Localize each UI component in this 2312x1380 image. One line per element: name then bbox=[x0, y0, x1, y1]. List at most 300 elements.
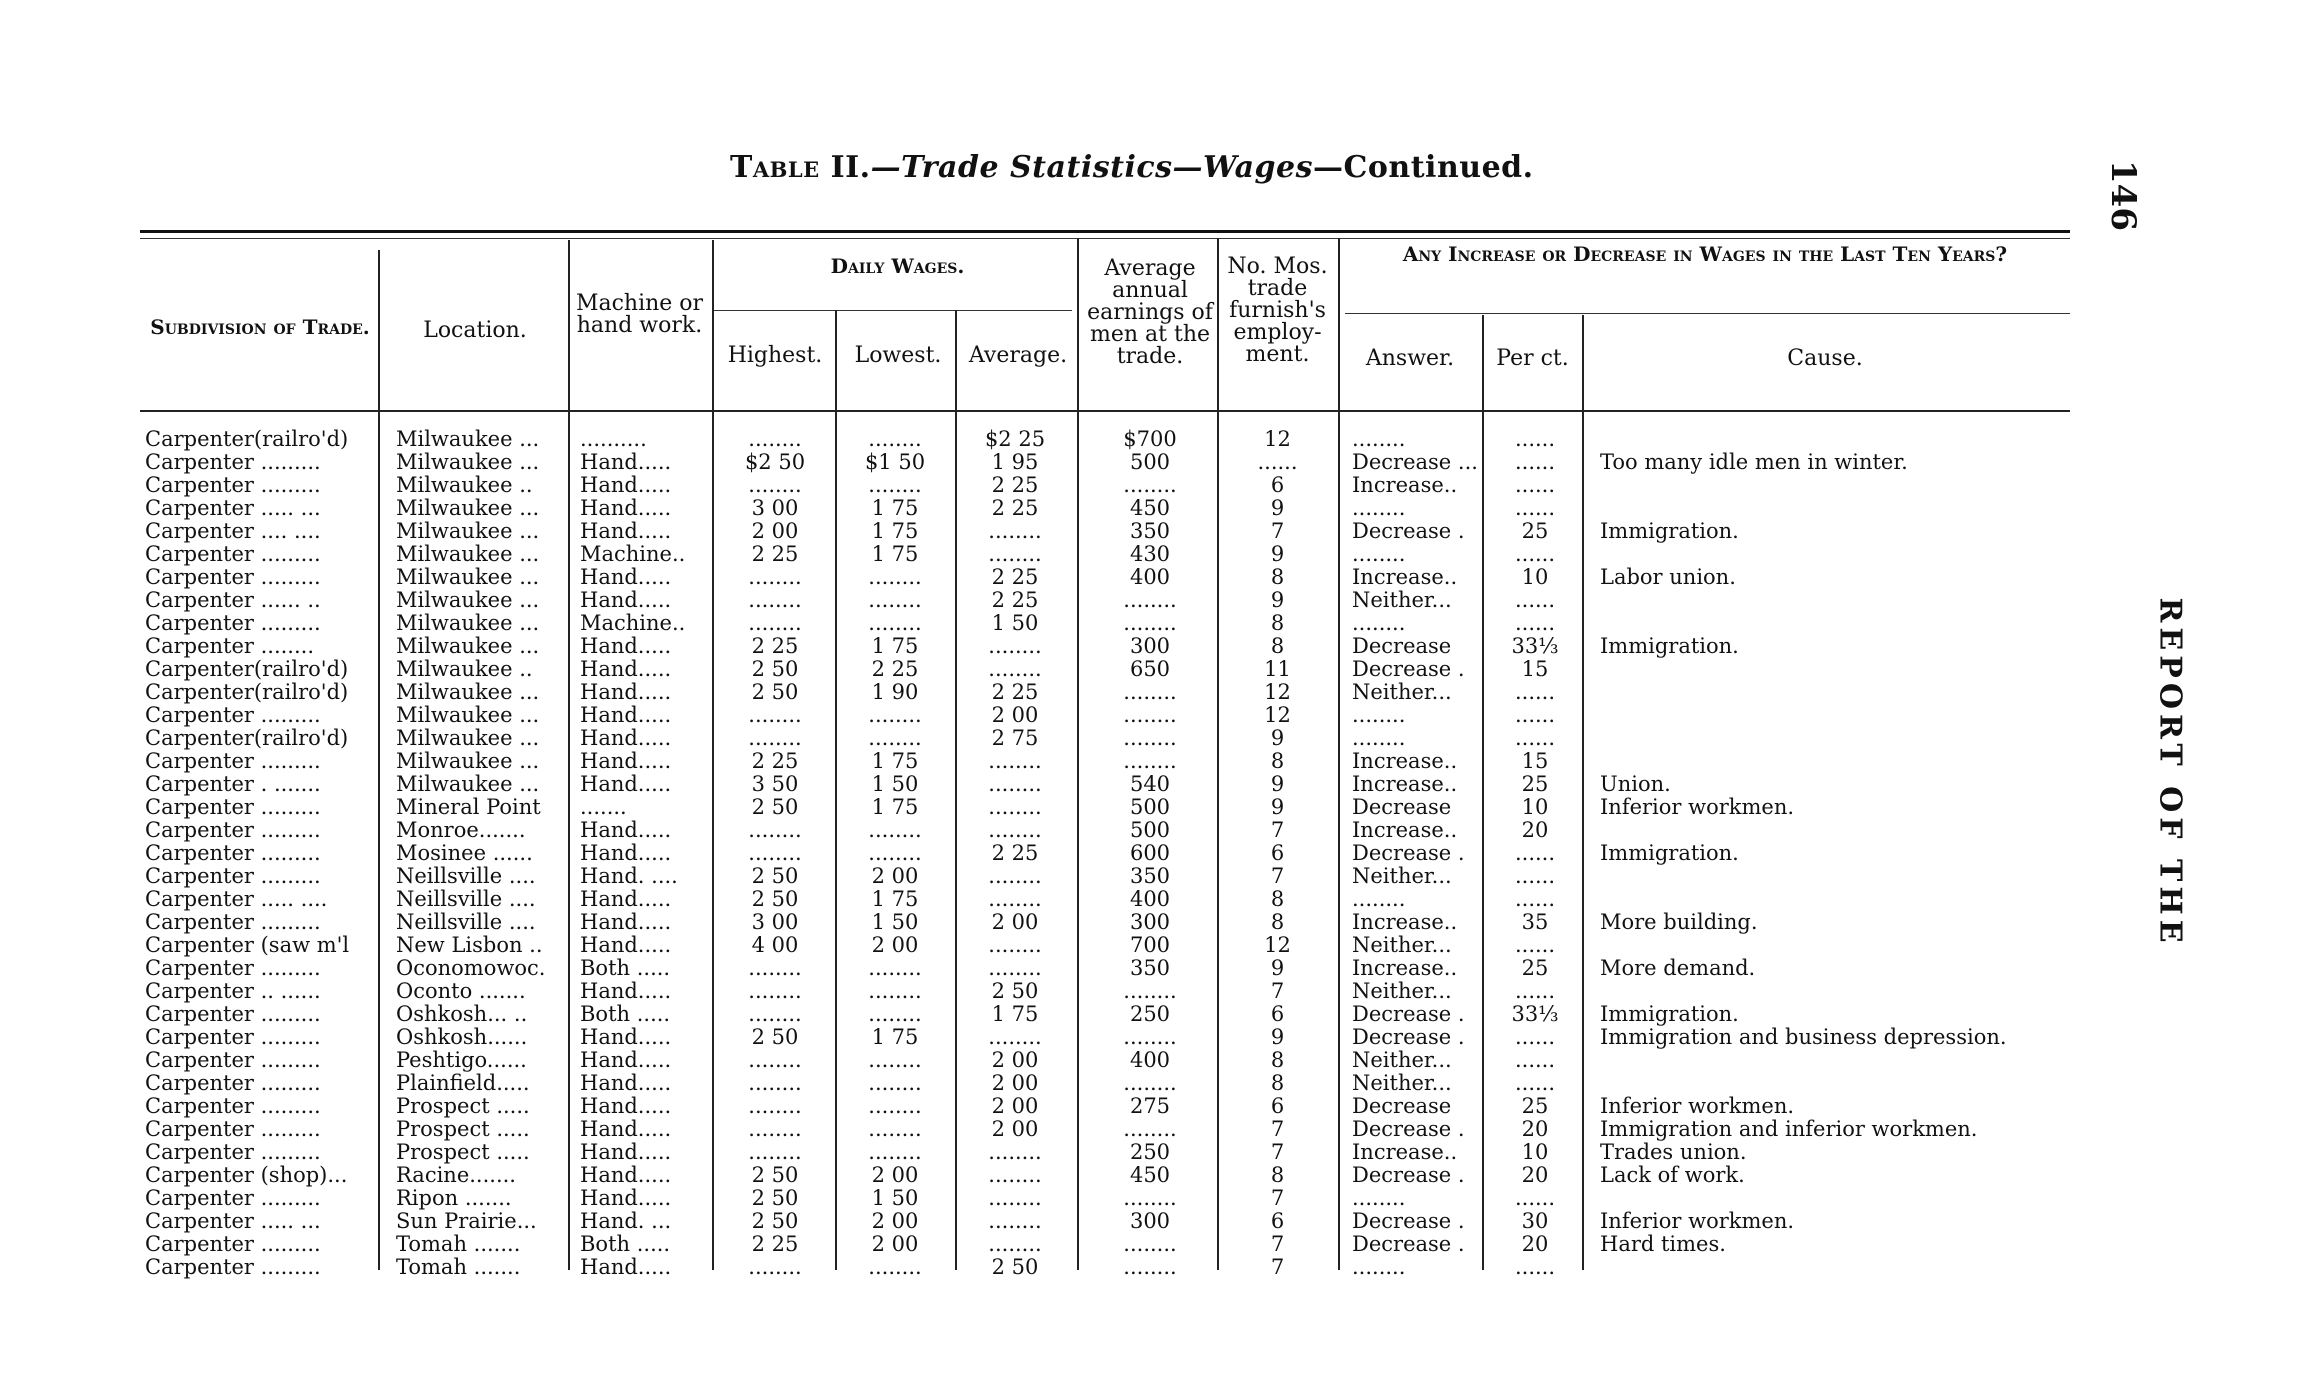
table-row bbox=[0, 520, 2312, 543]
cell-machine: Hand..... bbox=[580, 819, 672, 842]
cell-highest: 2 50 bbox=[751, 1164, 799, 1187]
cell-annual: 400 bbox=[1129, 1049, 1171, 1072]
cell-cause: Inferior workmen. bbox=[1600, 796, 1795, 819]
cell-answer: Decrease . bbox=[1352, 520, 1465, 543]
cell-cause bbox=[1600, 1256, 2070, 1279]
cell-average: ........ bbox=[988, 635, 1042, 658]
cell-percent: ...... bbox=[1514, 704, 1556, 727]
cell-highest: 2 50 bbox=[751, 1187, 799, 1210]
cell-cause: Inferior workmen. bbox=[1600, 1210, 1795, 1233]
cell-average: ........ bbox=[988, 1164, 1042, 1187]
cell-average: ........ bbox=[988, 865, 1042, 888]
cell-location: Milwaukee ... bbox=[396, 750, 540, 773]
cell-cause bbox=[1600, 543, 2070, 566]
cell-machine: Hand..... bbox=[580, 1141, 672, 1164]
cell-average: ........ bbox=[988, 543, 1042, 566]
cell-months: ...... bbox=[1257, 451, 1298, 474]
cell-lowest: ........ bbox=[868, 704, 922, 727]
cell-answer: Decrease ... bbox=[1352, 451, 1478, 474]
cell-machine: Hand..... bbox=[580, 1187, 672, 1210]
cell-months: 7 bbox=[1270, 1187, 1285, 1210]
cell-answer: Decrease . bbox=[1352, 1210, 1465, 1233]
cell-trade: Carpenter ......... bbox=[145, 543, 321, 566]
header-answer: Answer. bbox=[1365, 346, 1455, 371]
cell-trade: Carpenter(railro'd) bbox=[145, 428, 349, 451]
cell-annual: ........ bbox=[1123, 589, 1177, 612]
cell-machine: Hand. .... bbox=[580, 865, 678, 888]
cell-annual: 500 bbox=[1129, 796, 1171, 819]
cell-percent: ...... bbox=[1514, 474, 1556, 497]
cell-lowest: 1 75 bbox=[871, 1026, 919, 1049]
cell-lowest: 1 75 bbox=[871, 796, 919, 819]
cell-percent: 33⅓ bbox=[1511, 1003, 1559, 1026]
cell-months: 7 bbox=[1270, 1118, 1285, 1141]
cell-months: 6 bbox=[1270, 1003, 1285, 1026]
cell-answer: ........ bbox=[1352, 888, 1406, 911]
cell-answer: Increase.. bbox=[1352, 773, 1458, 796]
cell-annual: ........ bbox=[1123, 1233, 1177, 1256]
header-percent: Per ct. bbox=[1496, 346, 1569, 371]
cell-trade: Carpenter ......... bbox=[145, 1072, 321, 1095]
cell-months: 8 bbox=[1270, 750, 1285, 773]
header-annual-earnings: Average annual earnings of men at the trade. bbox=[1087, 256, 1213, 369]
header-lowest: Lowest. bbox=[854, 343, 942, 368]
cell-annual: 500 bbox=[1129, 819, 1171, 842]
header-daily-wages: Daily Wages. bbox=[830, 254, 965, 278]
cell-percent: ...... bbox=[1514, 451, 1556, 474]
cell-lowest: 1 75 bbox=[871, 750, 919, 773]
cell-lowest: 1 75 bbox=[871, 635, 919, 658]
cell-cause bbox=[1600, 1049, 2070, 1072]
cell-months: 8 bbox=[1270, 612, 1285, 635]
cell-location: Milwaukee ... bbox=[396, 773, 540, 796]
cell-percent: 20 bbox=[1521, 1118, 1549, 1141]
cell-highest: ........ bbox=[748, 566, 802, 589]
cell-percent: 25 bbox=[1521, 957, 1549, 980]
table-row bbox=[0, 1095, 2312, 1118]
cell-machine: Hand..... bbox=[580, 704, 672, 727]
cell-months: 6 bbox=[1270, 842, 1285, 865]
cell-location: Mineral Point bbox=[396, 796, 541, 819]
cell-trade: Carpenter ......... bbox=[145, 612, 321, 635]
cell-cause: Immigration. bbox=[1600, 842, 1739, 865]
cell-average: 2 25 bbox=[991, 589, 1039, 612]
cell-machine: Both ..... bbox=[580, 1233, 671, 1256]
cell-machine: Hand..... bbox=[580, 658, 672, 681]
cell-machine: .......... bbox=[580, 428, 647, 451]
cell-months: 8 bbox=[1270, 1049, 1285, 1072]
daily-wages-underline bbox=[712, 310, 1072, 311]
cell-percent: 15 bbox=[1521, 658, 1549, 681]
cell-months: 8 bbox=[1270, 1072, 1285, 1095]
title-numeral: II. bbox=[830, 150, 871, 185]
table-row bbox=[0, 1233, 2312, 1256]
cell-location: Milwaukee ... bbox=[396, 497, 540, 520]
cell-percent: 10 bbox=[1521, 1141, 1549, 1164]
cell-lowest: 1 50 bbox=[871, 911, 919, 934]
cell-machine: Hand..... bbox=[580, 980, 672, 1003]
table-row bbox=[0, 750, 2312, 773]
cell-trade: Carpenter(railro'd) bbox=[145, 681, 349, 704]
title-suffix: —Continued. bbox=[1313, 150, 1534, 185]
cell-annual: 250 bbox=[1129, 1003, 1171, 1026]
cell-cause bbox=[1600, 1072, 2070, 1095]
cell-percent: ...... bbox=[1514, 865, 1556, 888]
cell-percent: ...... bbox=[1514, 1187, 1556, 1210]
cell-highest: ........ bbox=[748, 1072, 802, 1095]
cell-months: 6 bbox=[1270, 474, 1285, 497]
cell-highest: 2 50 bbox=[751, 681, 799, 704]
cell-location: Oconomowoc. bbox=[396, 957, 546, 980]
cell-trade: Carpenter ......... bbox=[145, 1141, 321, 1164]
cell-months: 7 bbox=[1270, 819, 1285, 842]
cell-months: 7 bbox=[1270, 520, 1285, 543]
cell-trade: Carpenter (saw m'l bbox=[145, 934, 350, 957]
cell-answer: Neither... bbox=[1352, 681, 1452, 704]
cell-location: Prospect ..... bbox=[396, 1118, 530, 1141]
cell-answer: ........ bbox=[1352, 428, 1406, 451]
table-row bbox=[0, 1049, 2312, 1072]
cell-cause: Immigration. bbox=[1600, 635, 1739, 658]
cell-percent: ...... bbox=[1514, 1049, 1556, 1072]
cell-highest: 2 25 bbox=[751, 750, 799, 773]
cell-machine: Hand..... bbox=[580, 1118, 672, 1141]
cell-answer: Increase.. bbox=[1352, 566, 1458, 589]
cell-cause bbox=[1600, 1187, 2070, 1210]
cell-answer: Neither... bbox=[1352, 1049, 1452, 1072]
cell-location: Neillsville .... bbox=[396, 888, 536, 911]
cell-answer: Increase.. bbox=[1352, 1141, 1458, 1164]
cell-trade: Carpenter . ....... bbox=[145, 773, 321, 796]
cell-highest: ........ bbox=[748, 842, 802, 865]
cell-lowest: 1 90 bbox=[871, 681, 919, 704]
cell-lowest: 2 00 bbox=[871, 865, 919, 888]
cell-highest: ........ bbox=[748, 1049, 802, 1072]
cell-average: ........ bbox=[988, 796, 1042, 819]
cell-annual: ........ bbox=[1123, 681, 1177, 704]
cell-trade: Carpenter(railro'd) bbox=[145, 658, 349, 681]
cell-answer: Increase.. bbox=[1352, 819, 1458, 842]
cell-average: ........ bbox=[988, 520, 1042, 543]
cell-cause: Lack of work. bbox=[1600, 1164, 1745, 1187]
cell-annual: ........ bbox=[1123, 727, 1177, 750]
cell-lowest: 1 50 bbox=[871, 1187, 919, 1210]
cell-cause bbox=[1600, 819, 2070, 842]
cell-machine: Hand..... bbox=[580, 1256, 672, 1279]
table-row bbox=[0, 658, 2312, 681]
cell-trade: Carpenter ......... bbox=[145, 957, 321, 980]
cell-average: 1 75 bbox=[991, 1003, 1039, 1026]
cell-annual: ........ bbox=[1123, 1118, 1177, 1141]
cell-average: 1 50 bbox=[991, 612, 1039, 635]
cell-machine: Hand..... bbox=[580, 1026, 672, 1049]
cell-percent: ...... bbox=[1514, 727, 1556, 750]
cell-cause: More building. bbox=[1600, 911, 1758, 934]
cell-cause bbox=[1600, 704, 2070, 727]
running-side-title: REPORT OF THE bbox=[2152, 597, 2188, 948]
cell-answer: Neither... bbox=[1352, 865, 1452, 888]
cell-highest: 2 50 bbox=[751, 1210, 799, 1233]
cell-percent: ...... bbox=[1514, 612, 1556, 635]
cell-average: ........ bbox=[988, 819, 1042, 842]
cell-location: Milwaukee ... bbox=[396, 635, 540, 658]
cell-annual: 350 bbox=[1129, 865, 1171, 888]
table-row bbox=[0, 934, 2312, 957]
cell-lowest: 1 75 bbox=[871, 520, 919, 543]
cell-location: Neillsville .... bbox=[396, 865, 536, 888]
cell-months: 9 bbox=[1270, 543, 1285, 566]
cell-average: ........ bbox=[988, 750, 1042, 773]
cell-average: 2 25 bbox=[991, 681, 1039, 704]
cell-answer: ........ bbox=[1352, 1187, 1406, 1210]
cell-average: ........ bbox=[988, 773, 1042, 796]
cell-percent: 35 bbox=[1521, 911, 1549, 934]
table-row bbox=[0, 1072, 2312, 1095]
cell-machine: Both ..... bbox=[580, 1003, 671, 1026]
cell-months: 12 bbox=[1264, 428, 1291, 451]
cell-location: Milwaukee ... bbox=[396, 428, 540, 451]
cell-average: ........ bbox=[988, 888, 1042, 911]
cell-highest: ........ bbox=[748, 980, 802, 1003]
table-row bbox=[0, 589, 2312, 612]
cell-trade: Carpenter .... .... bbox=[145, 520, 321, 543]
cell-location: Tomah ....... bbox=[396, 1233, 521, 1256]
table-row bbox=[0, 681, 2312, 704]
cell-months: 12 bbox=[1264, 681, 1291, 704]
table-row bbox=[0, 635, 2312, 658]
cell-annual: 300 bbox=[1129, 911, 1171, 934]
cell-percent: ...... bbox=[1514, 589, 1556, 612]
cell-average: ........ bbox=[988, 658, 1042, 681]
cell-highest: ........ bbox=[748, 704, 802, 727]
cell-cause bbox=[1600, 980, 2070, 1003]
cell-percent: ...... bbox=[1514, 1072, 1556, 1095]
cell-trade: Carpenter ......... bbox=[145, 1003, 321, 1026]
cell-trade: Carpenter (shop)... bbox=[145, 1164, 348, 1187]
cell-months: 9 bbox=[1270, 773, 1285, 796]
cell-average: 2 00 bbox=[991, 1072, 1039, 1095]
header-months: No. Mos. trade furnish's employ-ment. bbox=[1227, 254, 1328, 367]
cell-highest: ........ bbox=[748, 1141, 802, 1164]
cell-cause bbox=[1600, 474, 2070, 497]
cell-location: Milwaukee .. bbox=[396, 658, 533, 681]
cell-machine: Both ..... bbox=[580, 957, 671, 980]
table-row bbox=[0, 727, 2312, 750]
cell-percent: 15 bbox=[1521, 750, 1549, 773]
cell-trade: Carpenter ......... bbox=[145, 451, 321, 474]
cell-trade: Carpenter ......... bbox=[145, 865, 321, 888]
cell-annual: ........ bbox=[1123, 1187, 1177, 1210]
cell-answer: Neither... bbox=[1352, 980, 1452, 1003]
table-row bbox=[0, 1141, 2312, 1164]
cell-cause: Labor union. bbox=[1600, 566, 1736, 589]
cell-machine: Hand..... bbox=[580, 750, 672, 773]
cell-highest: 3 50 bbox=[751, 773, 799, 796]
cell-percent: ...... bbox=[1514, 1026, 1556, 1049]
cell-trade: Carpenter ......... bbox=[145, 1026, 321, 1049]
cell-months: 9 bbox=[1270, 497, 1285, 520]
title-prefix: Table bbox=[730, 150, 820, 185]
cell-highest: 3 00 bbox=[751, 911, 799, 934]
cell-machine: Hand..... bbox=[580, 566, 672, 589]
cell-location: Ripon ....... bbox=[396, 1187, 512, 1210]
cell-lowest: ........ bbox=[868, 1256, 922, 1279]
cell-percent: ...... bbox=[1514, 428, 1556, 451]
cell-machine: Hand..... bbox=[580, 451, 672, 474]
header-machine: Machine or hand work. bbox=[575, 291, 704, 338]
cell-cause: Inferior workmen. bbox=[1600, 1095, 1795, 1118]
cell-average: 2 25 bbox=[991, 566, 1039, 589]
header-cause: Cause. bbox=[1787, 346, 1863, 371]
cell-answer: Decrease . bbox=[1352, 1003, 1465, 1026]
header-highest: Highest. bbox=[727, 343, 823, 368]
table-row bbox=[0, 1164, 2312, 1187]
cell-machine: Hand..... bbox=[580, 911, 672, 934]
cell-percent: 25 bbox=[1521, 773, 1549, 796]
cell-location: Milwaukee ... bbox=[396, 451, 540, 474]
cell-lowest: ........ bbox=[868, 1049, 922, 1072]
cell-highest: ........ bbox=[748, 1003, 802, 1026]
cell-highest: ........ bbox=[748, 727, 802, 750]
cell-months: 8 bbox=[1270, 888, 1285, 911]
cell-lowest: ........ bbox=[868, 727, 922, 750]
table-row bbox=[0, 497, 2312, 520]
cell-location: Milwaukee ... bbox=[396, 727, 540, 750]
cell-cause bbox=[1600, 658, 2070, 681]
cell-machine: Hand..... bbox=[580, 520, 672, 543]
cell-machine: Hand..... bbox=[580, 589, 672, 612]
cell-months: 6 bbox=[1270, 1210, 1285, 1233]
cell-percent: ...... bbox=[1514, 842, 1556, 865]
cell-cause bbox=[1600, 497, 2070, 520]
cell-answer: ........ bbox=[1352, 1256, 1406, 1279]
cell-location: Sun Prairie... bbox=[396, 1210, 537, 1233]
cell-location: Milwaukee .. bbox=[396, 474, 533, 497]
cell-trade: Carpenter ......... bbox=[145, 1118, 321, 1141]
table-row bbox=[0, 911, 2312, 934]
cell-trade: Carpenter ......... bbox=[145, 1049, 321, 1072]
cell-cause: Immigration. bbox=[1600, 520, 1739, 543]
cell-highest: 4 00 bbox=[751, 934, 799, 957]
cell-annual: 275 bbox=[1129, 1095, 1171, 1118]
cell-machine: Machine.. bbox=[580, 543, 686, 566]
cell-machine: Hand..... bbox=[580, 635, 672, 658]
cell-percent: 30 bbox=[1521, 1210, 1549, 1233]
cell-machine: Hand..... bbox=[580, 773, 672, 796]
cell-annual: 350 bbox=[1129, 520, 1171, 543]
cell-cause: Immigration and inferior workmen. bbox=[1600, 1118, 1978, 1141]
cell-location: Peshtigo...... bbox=[396, 1049, 527, 1072]
cell-average: ........ bbox=[988, 1210, 1042, 1233]
cell-answer: Decrease . bbox=[1352, 1164, 1465, 1187]
cell-percent: 10 bbox=[1521, 796, 1549, 819]
cell-trade: Carpenter ..... .... bbox=[145, 888, 328, 911]
cell-machine: Hand..... bbox=[580, 1095, 672, 1118]
table-row bbox=[0, 1187, 2312, 1210]
cell-trade: Carpenter ...... .. bbox=[145, 589, 321, 612]
cell-highest: 2 50 bbox=[751, 888, 799, 911]
cell-location: Milwaukee ... bbox=[396, 681, 540, 704]
table-row bbox=[0, 566, 2312, 589]
cell-machine: Hand..... bbox=[580, 727, 672, 750]
header-increase-decrease: Any Increase or Decrease in Wages in the Last Ten Years? bbox=[1402, 242, 2008, 266]
cell-cause: Immigration. bbox=[1600, 1003, 1739, 1026]
cell-answer: ........ bbox=[1352, 543, 1406, 566]
table-row bbox=[0, 1118, 2312, 1141]
cell-cause bbox=[1600, 865, 2070, 888]
cell-lowest: 1 75 bbox=[871, 497, 919, 520]
cell-highest: ........ bbox=[748, 1256, 802, 1279]
cell-cause bbox=[1600, 612, 2070, 635]
cell-average: 2 00 bbox=[991, 1049, 1039, 1072]
cell-machine: Hand..... bbox=[580, 681, 672, 704]
cell-months: 8 bbox=[1270, 911, 1285, 934]
cell-months: 7 bbox=[1270, 1256, 1285, 1279]
cell-trade: Carpenter ......... bbox=[145, 911, 321, 934]
cell-answer: Increase.. bbox=[1352, 911, 1458, 934]
cell-lowest: ........ bbox=[868, 1072, 922, 1095]
table-title bbox=[730, 150, 1534, 185]
cell-highest: ........ bbox=[748, 428, 802, 451]
cell-lowest: ........ bbox=[868, 1118, 922, 1141]
cell-trade: Carpenter ......... bbox=[145, 1095, 321, 1118]
cell-cause: Trades union. bbox=[1600, 1141, 1747, 1164]
cell-percent: 25 bbox=[1521, 520, 1549, 543]
cell-lowest: ........ bbox=[868, 428, 922, 451]
cell-average: 2 00 bbox=[991, 1118, 1039, 1141]
cell-average: 2 00 bbox=[991, 911, 1039, 934]
cell-location: Oshkosh... .. bbox=[396, 1003, 528, 1026]
cell-lowest: ........ bbox=[868, 957, 922, 980]
cell-average: ........ bbox=[988, 1026, 1042, 1049]
table-row bbox=[0, 704, 2312, 727]
cell-trade: Carpenter .. ...... bbox=[145, 980, 321, 1003]
cell-trade: Carpenter ......... bbox=[145, 704, 321, 727]
table-row bbox=[0, 474, 2312, 497]
cell-annual: 350 bbox=[1129, 957, 1171, 980]
cell-location: Monroe....... bbox=[396, 819, 526, 842]
cell-lowest: ........ bbox=[868, 842, 922, 865]
cell-months: 8 bbox=[1270, 1164, 1285, 1187]
cell-answer: Decrease . bbox=[1352, 658, 1465, 681]
cell-annual: ........ bbox=[1123, 1256, 1177, 1279]
cell-months: 11 bbox=[1264, 658, 1291, 681]
cell-trade: Carpenter ......... bbox=[145, 1233, 321, 1256]
table-row bbox=[0, 796, 2312, 819]
cell-location: Racine....... bbox=[396, 1164, 516, 1187]
cell-months: 9 bbox=[1270, 589, 1285, 612]
cell-percent: 33⅓ bbox=[1511, 635, 1559, 658]
cell-months: 9 bbox=[1270, 957, 1285, 980]
cell-average: 2 00 bbox=[991, 704, 1039, 727]
cell-months: 9 bbox=[1270, 796, 1285, 819]
cell-percent: 20 bbox=[1521, 1233, 1549, 1256]
cell-answer: Increase.. bbox=[1352, 750, 1458, 773]
cell-lowest: 2 00 bbox=[871, 1210, 919, 1233]
cell-cause bbox=[1600, 428, 2070, 451]
cell-location: Milwaukee ... bbox=[396, 520, 540, 543]
header-subdivision: Subdivision of Trade. bbox=[150, 315, 370, 339]
table-row bbox=[0, 1026, 2312, 1049]
cell-months: 7 bbox=[1270, 980, 1285, 1003]
cell-machine: Hand..... bbox=[580, 497, 672, 520]
cell-answer: ........ bbox=[1352, 612, 1406, 635]
header-location: Location. bbox=[423, 318, 527, 343]
cell-average: $2 25 bbox=[984, 428, 1046, 451]
cell-months: 9 bbox=[1270, 727, 1285, 750]
cell-location: Mosinee ...... bbox=[396, 842, 533, 865]
cell-percent: ...... bbox=[1514, 934, 1556, 957]
